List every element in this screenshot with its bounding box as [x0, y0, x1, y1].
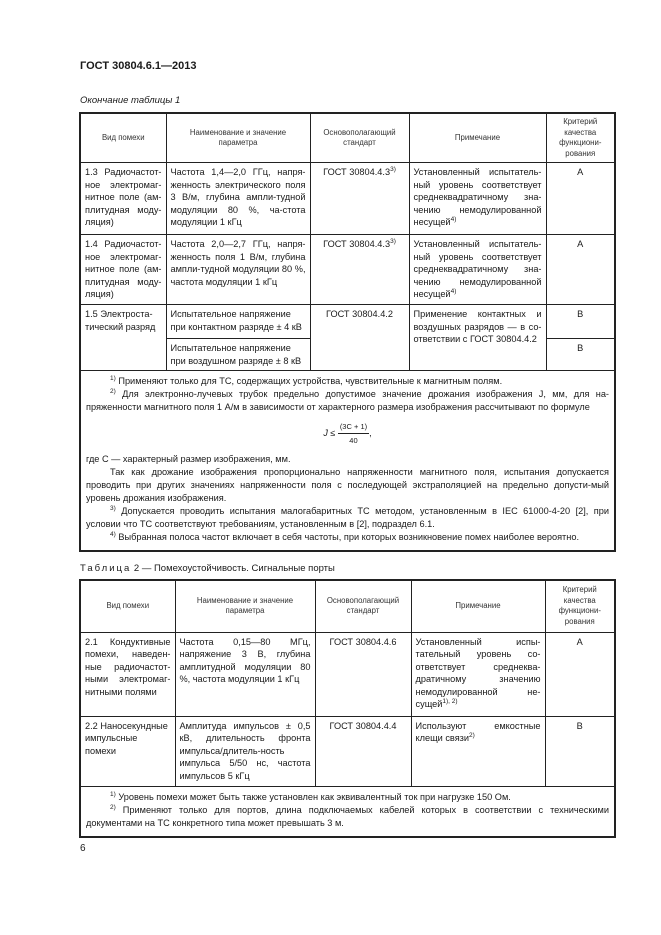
header-type: Вид помехи	[80, 580, 175, 632]
table-notes-row	[80, 786, 615, 837]
row-note: Используют емкостные клещи связи$^{2)}$	[411, 716, 545, 786]
note-2-continued: Так как дрожание изображения пропорционально напряженности магнитного поля, испытания допускается проводить при других значениях напряженности поля с последующей экстраполяцией на предельно допусти-мый уровень дрожания изображения.	[86, 467, 609, 504]
row-note: Установленный испытатель-ный уровень соответствует среднеквадратичному зна-чению немодулированной несущей$^{4)}$	[409, 235, 546, 305]
header-params: Наименование и значение параметра	[166, 113, 310, 163]
table2-caption: Таблица 2 — Помехоустойчивость. Сигнальные порты	[80, 563, 335, 574]
header-note: Примечание	[409, 113, 546, 163]
note-4: $^{4)}$ Выбранная полоса частот включает в себя частоты, при которых возникновение помех наиболее вероятно.	[110, 531, 580, 543]
formula: J ≤ $\frac{(3C + 1)}{40}$ ,	[323, 422, 372, 446]
row-note: Применение контактных и воздушных разрядов — в со-ответствии с ГОСТ 30804.4.2	[409, 304, 546, 370]
row-standard: ГОСТ 30804.4.2	[310, 304, 409, 370]
row-type: 1.5 Электроста-тический разряд	[80, 304, 166, 370]
header-params: Наименование и значение параметра	[175, 580, 315, 632]
row-note: Установленный испы-тательный уровень со-ответствует среднеква-дратичному значению немодулированной не-сущей$^{1), 2)}$	[411, 632, 545, 716]
row-type: 1.3 Радиочастот-ное электромаг-нитное поле (ам-плитудная моду-ляция)	[80, 163, 166, 235]
table-header-row	[80, 580, 615, 632]
table1-caption: Окончание таблицы 1	[80, 95, 181, 106]
note-2: $^{2)}$ Для электронно-лучевых трубок предельно допустимое значение дрожания изображения J, мм, для на-пряженности магнитного поля 1 А/м в зависимости от характерного размера изображения рассчитывают по формуле	[86, 388, 609, 413]
table-row	[80, 632, 615, 716]
row-criterion: А	[546, 163, 615, 235]
table-row	[80, 163, 615, 235]
row-params: Частота 0,15—80 МГц, напряжение 3 В, глубина амплитудной модуляции 80 %, частота модуляции 1 кГц	[175, 632, 315, 716]
row-params-air: Испытательное напряжение при воздушном разряде ± 8 кВ	[166, 338, 310, 370]
note-2: $^{2)}$ Применяют только для портов, длина подключаемых кабелей которых в соответствии с техническими документами на ТС конкретного типа может превышать 3 м.	[86, 803, 609, 828]
row-type: 2.2 Наносекундные импульсные помехи	[80, 716, 175, 786]
header-criterion: Критерий качества функциони-рования	[545, 580, 615, 632]
table1-notes	[80, 371, 615, 552]
document-header: ГОСТ 30804.6.1—2013	[80, 60, 197, 72]
row-params: Амплитуда импульсов ± 0,5 кВ, длительность фронта импульса/длитель-ность импульса 5/50 нс, частота импульсов 5 кГц	[175, 716, 315, 786]
row-type: 2.1 Кондуктивные помехи, наведен-ные радиочастот-ными электромаг-нитными полями	[80, 632, 175, 716]
table-1	[79, 112, 616, 552]
header-standard: Основополагающий стандарт	[310, 113, 409, 163]
row-params: Частота 1,4—2,0 ГГц, напря-женность электрического поля 3 В/м, глубина ампли-тудной модуляции 80 %, ча-стота модуляции 1 кГц	[166, 163, 310, 235]
row-criterion-air: В	[546, 338, 615, 370]
row-standard: ГОСТ 30804.4.3$^{3)}$	[310, 235, 409, 305]
row-standard: ГОСТ 30804.4.4	[315, 716, 411, 786]
note-1: $^{1)}$ Уровень помехи может быть также установлен как эквивалентный ток при нагрузке 150 Ом.	[110, 790, 511, 802]
row-criterion: В	[545, 716, 615, 786]
row-params: Частота 2,0—2,7 ГГц, напря-женность поля 1 В/м, глубина ампли-тудной модуляции 80 %, частота модуляции 1 кГц	[166, 235, 310, 305]
table-header-row	[80, 113, 615, 163]
header-criterion: Критерий качества функциони-рования	[546, 113, 615, 163]
table-row	[80, 716, 615, 786]
note-2-where: где С — характерный размер изображения, мм.	[86, 454, 291, 465]
header-standard: Основополагающий стандарт	[315, 580, 411, 632]
header-note: Примечание	[411, 580, 545, 632]
page-number: 6	[80, 843, 86, 854]
header-type: Вид помехи	[80, 113, 166, 163]
table2-notes	[80, 786, 615, 837]
row-params-contact: Испытательное напряжение при контактном разряде ± 4 кВ	[166, 304, 310, 338]
row-type: 1.4 Радиочастот-ное электромаг-нитное поле (ам-плитудная моду-ляция)	[80, 235, 166, 305]
row-standard: ГОСТ 30804.4.6	[315, 632, 411, 716]
table-notes-row	[80, 371, 615, 552]
note-3: $^{3)}$ Допускается проводить испытания малогабаритных ТС методом, установленным в IEC 61000-4-20 [2], при условии что ТС соответствуют требованиям, установленным в [2], подраздел 6.1.	[86, 505, 609, 530]
row-standard: ГОСТ 30804.4.3$^{3)}$	[310, 163, 409, 235]
row-criterion: А	[546, 235, 615, 305]
note-1: $^{1)}$ Применяют только для ТС, содержащих устройства, чувствительные к магнитным полям.	[110, 375, 503, 387]
row-criterion: А	[545, 632, 615, 716]
table-row	[80, 235, 615, 305]
row-note: Установленный испытатель-ный уровень соответствует среднеквадратичному зна-чению немодулированной несущей$^{4)}$	[409, 163, 546, 235]
table-row	[80, 304, 615, 338]
row-criterion-contact: В	[546, 304, 615, 338]
table-2	[79, 579, 616, 838]
